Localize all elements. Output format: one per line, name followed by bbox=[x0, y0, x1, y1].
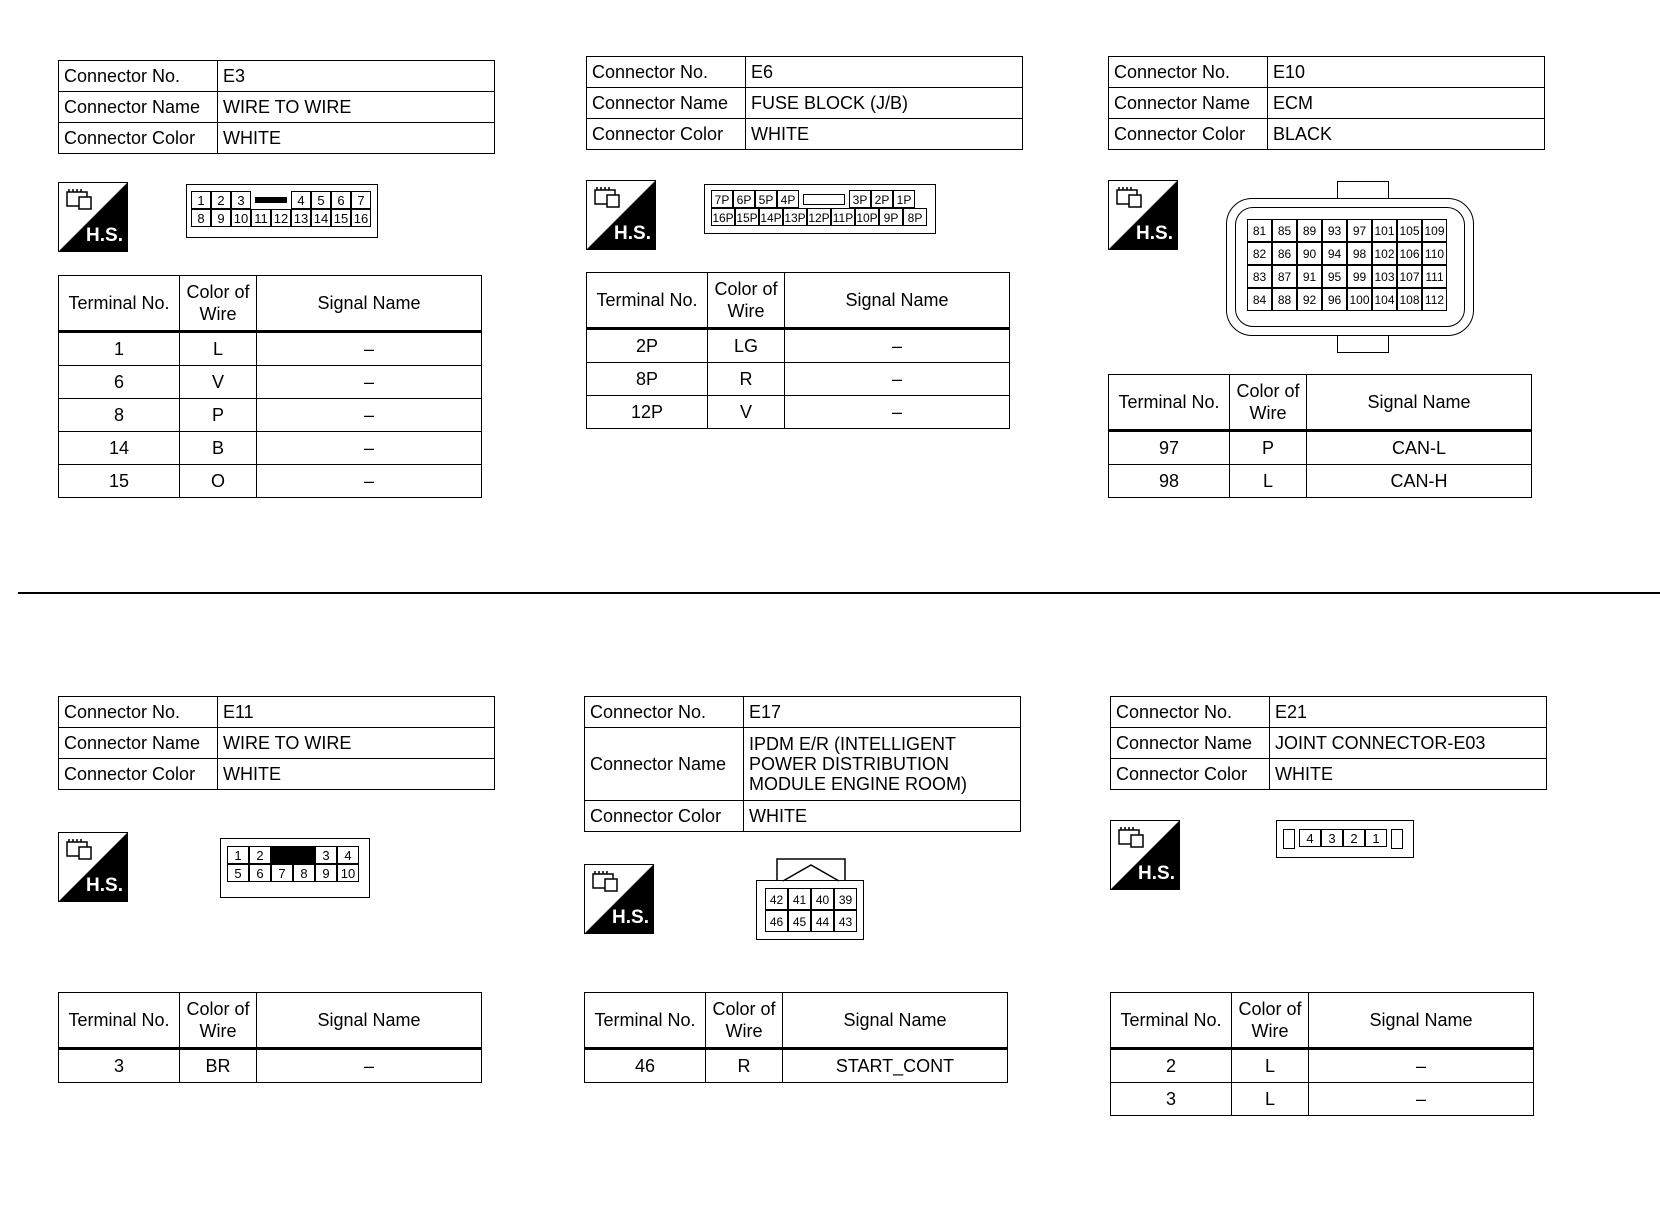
connector-name-value: IPDM E/R (INTELLIGENT POWER DISTRIBUTION MODULE ENGINE ROOM) bbox=[744, 728, 1021, 801]
pin-row-top bbox=[711, 190, 929, 208]
terminal-cell: 3 bbox=[59, 1049, 180, 1083]
signal-cell: – bbox=[785, 363, 1010, 396]
connector-no-value: E3 bbox=[218, 61, 495, 92]
signal-cell: CAN-L bbox=[1307, 431, 1532, 465]
connector-info-table bbox=[58, 60, 495, 154]
pin: 109 bbox=[1422, 219, 1447, 242]
terminal-table bbox=[1110, 992, 1534, 1116]
connector-face-e6 bbox=[704, 184, 936, 234]
pin: 94 bbox=[1322, 242, 1347, 265]
terminal-table bbox=[1108, 374, 1532, 498]
pin-row-bottom bbox=[765, 910, 857, 932]
label-connector-color: Connector Color bbox=[587, 119, 746, 150]
label-connector-name: Connector Name bbox=[59, 728, 218, 759]
connector-panel-e6 bbox=[586, 56, 1026, 422]
header-terminal-no: Terminal No. bbox=[59, 993, 180, 1049]
pin: 87 bbox=[1272, 265, 1297, 288]
hs-label: H.S. bbox=[86, 225, 123, 246]
pin: 95 bbox=[1322, 265, 1347, 288]
table-row bbox=[59, 332, 482, 366]
connector-panel-e17 bbox=[584, 696, 1024, 1076]
connector-panel-e11 bbox=[58, 696, 498, 1076]
connector-name-value: FUSE BLOCK (J/B) bbox=[746, 88, 1023, 119]
connector-info-table bbox=[58, 696, 495, 790]
header-signal-name: Signal Name bbox=[1307, 375, 1532, 431]
label-connector-name: Connector Name bbox=[59, 92, 218, 123]
connector-hand-icon bbox=[65, 839, 93, 861]
header-signal-name: Signal Name bbox=[257, 993, 482, 1049]
label-connector-name: Connector Name bbox=[1111, 728, 1270, 759]
terminal-cell: 46 bbox=[585, 1049, 706, 1083]
pin: 6P bbox=[733, 190, 755, 208]
pin: 11 bbox=[251, 209, 271, 227]
pin-row bbox=[1247, 265, 1447, 288]
pin: 103 bbox=[1372, 265, 1397, 288]
header-signal-name: Signal Name bbox=[785, 273, 1010, 329]
wire-cell: BR bbox=[180, 1049, 257, 1083]
connector-end-cap bbox=[1391, 829, 1403, 849]
signal-cell: – bbox=[785, 329, 1010, 363]
terminal-table bbox=[586, 272, 1010, 429]
wire-cell: V bbox=[180, 366, 257, 399]
connector-hand-icon bbox=[591, 871, 619, 893]
connector-panel-e21 bbox=[1110, 696, 1550, 1109]
label-connector-no: Connector No. bbox=[585, 697, 744, 728]
connector-hand-icon bbox=[1117, 827, 1145, 849]
pin: 5 bbox=[311, 191, 331, 209]
pin: 45 bbox=[788, 910, 811, 932]
label-connector-no: Connector No. bbox=[1109, 57, 1268, 88]
pin: 104 bbox=[1372, 288, 1397, 311]
signal-cell: – bbox=[257, 366, 482, 399]
table-row bbox=[1109, 465, 1532, 498]
terminal-cell: 6 bbox=[59, 366, 180, 399]
pin: 7 bbox=[271, 864, 293, 882]
pin-row-bottom bbox=[227, 864, 363, 882]
pin: 91 bbox=[1297, 265, 1322, 288]
header-terminal-no: Terminal No. bbox=[59, 276, 180, 332]
pin: 84 bbox=[1247, 288, 1272, 311]
signal-cell: – bbox=[257, 399, 482, 432]
connector-color-value: WHITE bbox=[744, 801, 1021, 832]
pin: 13 bbox=[291, 209, 311, 227]
table-row bbox=[587, 396, 1010, 429]
pin: 2 bbox=[211, 191, 231, 209]
label-connector-no: Connector No. bbox=[59, 697, 218, 728]
connector-lock bbox=[251, 191, 291, 209]
pin: 16 bbox=[351, 209, 371, 227]
pin: 39 bbox=[834, 888, 857, 910]
pin: 2 bbox=[249, 846, 271, 864]
pin: 102 bbox=[1372, 242, 1397, 265]
terminal-table bbox=[584, 992, 1008, 1083]
pin: 7 bbox=[351, 191, 371, 209]
wire-cell: L bbox=[180, 332, 257, 366]
wire-cell: R bbox=[706, 1049, 783, 1083]
hs-icon bbox=[1108, 180, 1178, 250]
section-divider bbox=[18, 592, 1660, 594]
label-connector-no: Connector No. bbox=[587, 57, 746, 88]
signal-cell: – bbox=[257, 432, 482, 465]
hs-label: H.S. bbox=[614, 223, 651, 244]
connector-no-value: E11 bbox=[218, 697, 495, 728]
pin: 2 bbox=[1343, 829, 1365, 847]
table-row bbox=[59, 432, 482, 465]
connector-latch-bottom bbox=[1337, 335, 1389, 353]
signal-cell: – bbox=[257, 332, 482, 366]
wire-cell: L bbox=[1232, 1049, 1309, 1083]
label-connector-name: Connector Name bbox=[585, 728, 744, 801]
connector-face-e17 bbox=[756, 880, 864, 940]
header-terminal-no: Terminal No. bbox=[1109, 375, 1230, 431]
pin: 3 bbox=[231, 191, 251, 209]
pin: 5P bbox=[755, 190, 777, 208]
pin: 14 bbox=[311, 209, 331, 227]
signal-cell: – bbox=[257, 465, 482, 498]
pin: 8P bbox=[903, 208, 927, 226]
label-connector-color: Connector Color bbox=[59, 123, 218, 154]
table-row bbox=[1111, 1083, 1534, 1116]
pin: 1 bbox=[1365, 829, 1387, 847]
pin: 3 bbox=[1321, 829, 1343, 847]
pin: 41 bbox=[788, 888, 811, 910]
pin: 9P bbox=[879, 208, 903, 226]
table-row bbox=[1111, 1049, 1534, 1083]
hs-label: H.S. bbox=[1136, 223, 1173, 244]
pin: 4 bbox=[291, 191, 311, 209]
terminal-cell: 12P bbox=[587, 396, 708, 429]
header-color-of-wire: Color of Wire bbox=[1232, 993, 1309, 1049]
pin: 89 bbox=[1297, 219, 1322, 242]
label-connector-name: Connector Name bbox=[1109, 88, 1268, 119]
wire-cell: LG bbox=[708, 329, 785, 363]
header-terminal-no: Terminal No. bbox=[585, 993, 706, 1049]
connector-latch bbox=[775, 857, 847, 883]
wire-cell: O bbox=[180, 465, 257, 498]
pin: 7P bbox=[711, 190, 733, 208]
pin: 8 bbox=[293, 864, 315, 882]
pin: 5 bbox=[227, 864, 249, 882]
connector-no-value: E21 bbox=[1270, 697, 1547, 728]
pin: 101 bbox=[1372, 219, 1397, 242]
header-signal-name: Signal Name bbox=[1309, 993, 1534, 1049]
hs-label: H.S. bbox=[1138, 863, 1175, 884]
pin: 12P bbox=[807, 208, 831, 226]
pin: 4 bbox=[337, 846, 359, 864]
pin: 44 bbox=[811, 910, 834, 932]
pin-row-bottom bbox=[191, 209, 373, 227]
pin-row-bottom bbox=[711, 208, 929, 226]
terminal-cell: 8P bbox=[587, 363, 708, 396]
pin: 1 bbox=[191, 191, 211, 209]
hs-icon bbox=[1110, 820, 1180, 890]
pin: 8 bbox=[191, 209, 211, 227]
label-connector-color: Connector Color bbox=[1109, 119, 1268, 150]
terminal-cell: 14 bbox=[59, 432, 180, 465]
connector-no-value: E17 bbox=[744, 697, 1021, 728]
pin: 6 bbox=[331, 191, 351, 209]
pin: 43 bbox=[834, 910, 857, 932]
pin: 88 bbox=[1272, 288, 1297, 311]
hs-icon bbox=[584, 864, 654, 934]
connector-color-value: WHITE bbox=[746, 119, 1023, 150]
pin: 81 bbox=[1247, 219, 1272, 242]
hs-label: H.S. bbox=[86, 875, 123, 896]
table-row bbox=[585, 1049, 1008, 1083]
pin: 82 bbox=[1247, 242, 1272, 265]
pin: 92 bbox=[1297, 288, 1322, 311]
pin: 111 bbox=[1422, 265, 1447, 288]
pin: 15 bbox=[331, 209, 351, 227]
connector-latch-top bbox=[1337, 181, 1389, 199]
connector-hand-icon bbox=[65, 189, 93, 211]
terminal-table bbox=[58, 275, 482, 498]
pin-row bbox=[1247, 242, 1447, 265]
pin: 3P bbox=[849, 190, 871, 208]
pin: 10 bbox=[337, 864, 359, 882]
header-signal-name: Signal Name bbox=[257, 276, 482, 332]
pin: 40 bbox=[811, 888, 834, 910]
pin: 2P bbox=[871, 190, 893, 208]
label-connector-color: Connector Color bbox=[59, 759, 218, 790]
table-row bbox=[59, 465, 482, 498]
signal-cell: – bbox=[1309, 1083, 1534, 1116]
label-connector-color: Connector Color bbox=[1111, 759, 1270, 790]
header-terminal-no: Terminal No. bbox=[1111, 993, 1232, 1049]
terminal-cell: 1 bbox=[59, 332, 180, 366]
pin-row-top bbox=[765, 888, 857, 910]
pin: 16P bbox=[711, 208, 735, 226]
wire-cell: V bbox=[708, 396, 785, 429]
pin: 93 bbox=[1322, 219, 1347, 242]
pin: 96 bbox=[1322, 288, 1347, 311]
signal-cell: – bbox=[1309, 1049, 1534, 1083]
header-color-of-wire: Color of Wire bbox=[180, 993, 257, 1049]
connector-face-e10 bbox=[1226, 198, 1474, 336]
terminal-cell: 15 bbox=[59, 465, 180, 498]
pin: 86 bbox=[1272, 242, 1297, 265]
header-color-of-wire: Color of Wire bbox=[180, 276, 257, 332]
header-signal-name: Signal Name bbox=[783, 993, 1008, 1049]
connector-name-value: ECM bbox=[1268, 88, 1545, 119]
pin: 42 bbox=[765, 888, 788, 910]
terminal-cell: 2 bbox=[1111, 1049, 1232, 1083]
connector-color-value: WHITE bbox=[218, 759, 495, 790]
connector-info-table bbox=[586, 56, 1023, 150]
pin: 98 bbox=[1347, 242, 1372, 265]
connector-face-e21 bbox=[1276, 820, 1414, 858]
label-connector-name: Connector Name bbox=[587, 88, 746, 119]
table-row bbox=[59, 366, 482, 399]
hs-icon bbox=[58, 182, 128, 252]
wire-cell: P bbox=[1230, 431, 1307, 465]
connector-face-e11 bbox=[220, 838, 370, 898]
connector-info-table bbox=[1108, 56, 1545, 150]
pin: 112 bbox=[1422, 288, 1447, 311]
table-row bbox=[59, 1049, 482, 1083]
pin: 85 bbox=[1272, 219, 1297, 242]
connector-info-table bbox=[1110, 696, 1547, 790]
connector-hand-icon bbox=[1115, 187, 1143, 209]
pin-grid bbox=[765, 888, 857, 932]
pin: 10 bbox=[231, 209, 251, 227]
pin: 97 bbox=[1347, 219, 1372, 242]
header-color-of-wire: Color of Wire bbox=[708, 273, 785, 329]
pin: 1P bbox=[893, 190, 915, 208]
label-connector-no: Connector No. bbox=[1111, 697, 1270, 728]
connector-lock bbox=[799, 190, 849, 208]
terminal-cell: 8 bbox=[59, 399, 180, 432]
pin: 3 bbox=[315, 846, 337, 864]
header-color-of-wire: Color of Wire bbox=[1230, 375, 1307, 431]
table-row bbox=[59, 399, 482, 432]
pin: 110 bbox=[1422, 242, 1447, 265]
pin: 6 bbox=[249, 864, 271, 882]
signal-cell: START_CONT bbox=[783, 1049, 1008, 1083]
pin: 11P bbox=[831, 208, 855, 226]
pin-row bbox=[1247, 219, 1447, 242]
wire-cell: L bbox=[1232, 1083, 1309, 1116]
connector-hand-icon bbox=[593, 187, 621, 209]
header-color-of-wire: Color of Wire bbox=[706, 993, 783, 1049]
pin: 83 bbox=[1247, 265, 1272, 288]
wire-cell: R bbox=[708, 363, 785, 396]
terminal-cell: 98 bbox=[1109, 465, 1230, 498]
pin-row-top bbox=[227, 846, 363, 864]
pin: 90 bbox=[1297, 242, 1322, 265]
connector-name-value: WIRE TO WIRE bbox=[218, 92, 495, 123]
pin-row bbox=[1283, 829, 1407, 849]
pin-row bbox=[1247, 288, 1447, 311]
terminal-cell: 97 bbox=[1109, 431, 1230, 465]
connector-color-value: WHITE bbox=[218, 123, 495, 154]
pin: 14P bbox=[759, 208, 783, 226]
pin: 9 bbox=[315, 864, 337, 882]
label-connector-color: Connector Color bbox=[585, 801, 744, 832]
connector-info-table bbox=[584, 696, 1021, 832]
pin: 46 bbox=[765, 910, 788, 932]
terminal-cell: 2P bbox=[587, 329, 708, 363]
pin: 10P bbox=[855, 208, 879, 226]
pin-grid bbox=[1247, 219, 1447, 311]
connector-name-value: WIRE TO WIRE bbox=[218, 728, 495, 759]
pin: 106 bbox=[1397, 242, 1422, 265]
signal-cell: – bbox=[785, 396, 1010, 429]
connector-lock bbox=[271, 846, 315, 864]
pin: 99 bbox=[1347, 265, 1372, 288]
pin: 105 bbox=[1397, 219, 1422, 242]
pin: 4 bbox=[1299, 829, 1321, 847]
terminal-table bbox=[58, 992, 482, 1083]
pin: 100 bbox=[1347, 288, 1372, 311]
table-row bbox=[1109, 431, 1532, 465]
wire-cell: L bbox=[1230, 465, 1307, 498]
hs-icon bbox=[58, 832, 128, 902]
connector-color-value: BLACK bbox=[1268, 119, 1545, 150]
connector-name-value: JOINT CONNECTOR-E03 bbox=[1270, 728, 1547, 759]
table-row bbox=[587, 329, 1010, 363]
wire-cell: P bbox=[180, 399, 257, 432]
pin: 15P bbox=[735, 208, 759, 226]
pin: 4P bbox=[777, 190, 799, 208]
wire-cell: B bbox=[180, 432, 257, 465]
signal-cell: – bbox=[257, 1049, 482, 1083]
connector-end-cap bbox=[1283, 829, 1295, 849]
connector-no-value: E6 bbox=[746, 57, 1023, 88]
header-terminal-no: Terminal No. bbox=[587, 273, 708, 329]
label-connector-no: Connector No. bbox=[59, 61, 218, 92]
connector-panel-e3 bbox=[58, 60, 498, 491]
signal-cell: CAN-H bbox=[1307, 465, 1532, 498]
connector-panel-e10 bbox=[1108, 56, 1548, 491]
pin: 9 bbox=[211, 209, 231, 227]
pin: 13P bbox=[783, 208, 807, 226]
hs-icon bbox=[586, 180, 656, 250]
connector-face-e3 bbox=[186, 184, 378, 238]
terminal-cell: 3 bbox=[1111, 1083, 1232, 1116]
pin: 108 bbox=[1397, 288, 1422, 311]
pin: 1 bbox=[227, 846, 249, 864]
pin-row-top bbox=[191, 191, 373, 209]
table-row bbox=[587, 363, 1010, 396]
hs-label: H.S. bbox=[612, 907, 649, 928]
pin: 107 bbox=[1397, 265, 1422, 288]
connector-color-value: WHITE bbox=[1270, 759, 1547, 790]
connector-no-value: E10 bbox=[1268, 57, 1545, 88]
pin: 12 bbox=[271, 209, 291, 227]
